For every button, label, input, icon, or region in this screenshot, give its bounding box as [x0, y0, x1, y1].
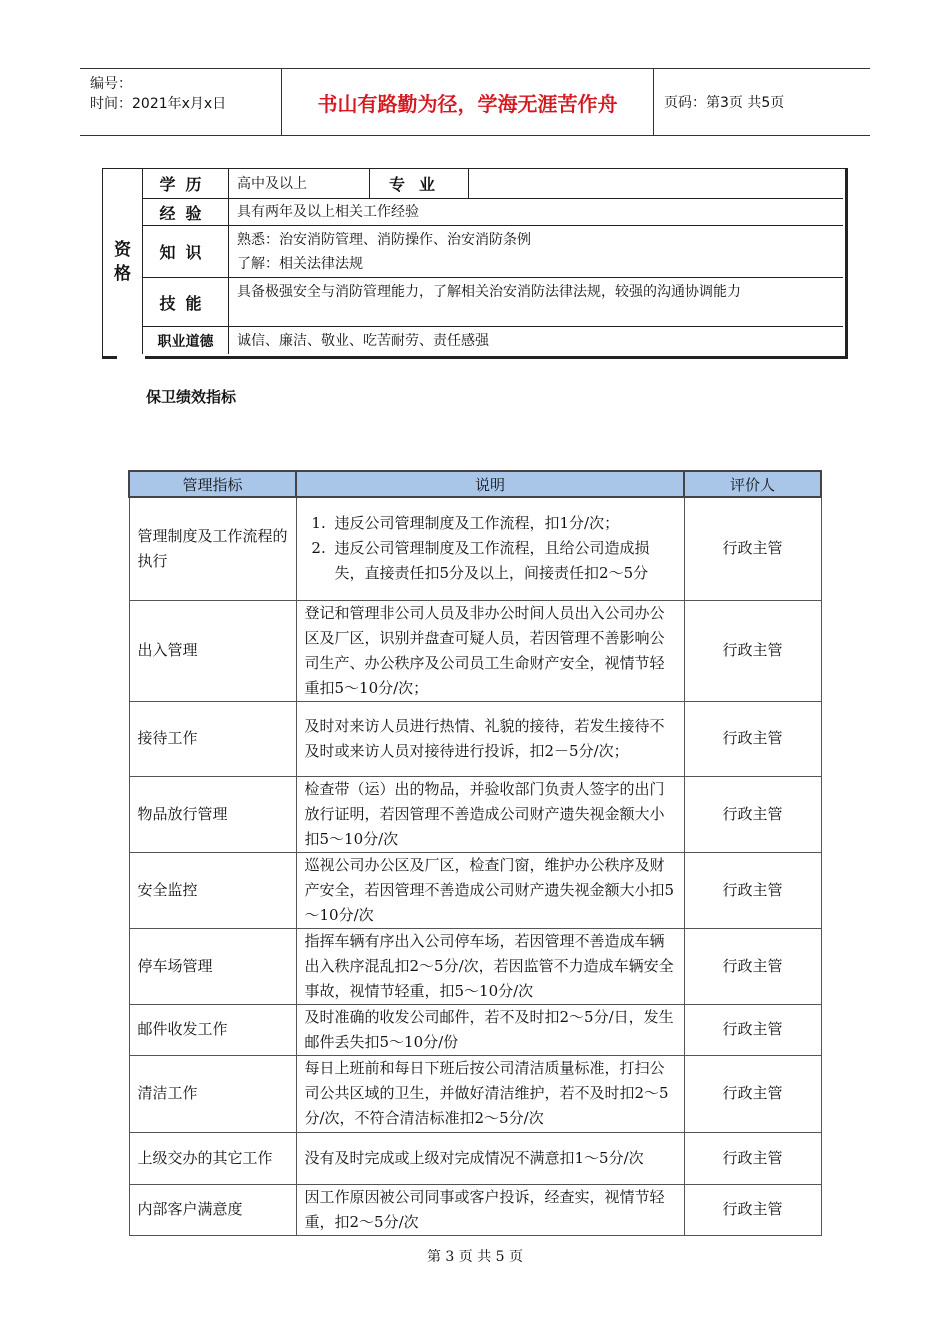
metric-description: 巡视公司办公区及厂区，检查门窗，维护办公秩序及财产安全，若因管理不善造成公司财产遗失视金额大小扣5～10分/次 [296, 852, 684, 928]
header-description: 说明 [296, 471, 684, 497]
metric-name: 出入管理 [129, 600, 296, 701]
evaluator: 行政主管 [684, 1132, 821, 1184]
metric-name: 物品放行管理 [129, 776, 296, 852]
page-number-label: 页码：第3页 共5页 [664, 95, 785, 111]
table-row [129, 497, 821, 600]
skills-label: 技能 [143, 278, 229, 326]
kpi-table [128, 470, 822, 1236]
experience-label: 经验 [143, 199, 229, 225]
metric-name: 清洁工作 [129, 1055, 296, 1132]
skills-row [143, 278, 843, 327]
evaluator: 行政主管 [684, 497, 821, 600]
metric-name: 停车场管理 [129, 928, 296, 1004]
knowledge-value [229, 226, 843, 277]
metric-description: 每日上班前和每日下班后按公司清洁质量标准，打扫公司公共区域的卫生，并做好清洁维护，若不及时扣2～5分/次，不符合清洁标准扣2～5分/次 [296, 1055, 684, 1132]
metric-description: 及时对来访人员进行热情、礼貌的接待，若发生接待不及时或来访人员对接待进行投诉，扣2－5分/次； [296, 701, 684, 776]
metric-name: 上级交办的其它工作 [129, 1132, 296, 1184]
motto: 书山有路勤为径，学海无涯苦作舟 [282, 69, 654, 135]
kpi-header-row [129, 471, 821, 497]
knowledge-understand: 了解：相关法律法规 [237, 256, 363, 272]
page-footer: 第 3 页 共 5 页 [426, 1249, 524, 1265]
evaluator: 行政主管 [684, 928, 821, 1004]
section-title: 保卫绩效指标 [146, 388, 237, 406]
education-value: 高中及以上 [237, 175, 307, 192]
ethics-label: 职业道德 [143, 327, 229, 354]
metric-description: 因工作原因被公司同事或客户投诉，经查实，视情节轻重，扣2～5分/次 [296, 1184, 684, 1235]
table-row [129, 1184, 821, 1235]
evaluator: 行政主管 [684, 776, 821, 852]
group-label-char-1: 资 [114, 239, 131, 260]
table-row [129, 701, 821, 776]
description-list [305, 511, 676, 586]
list-item: 1. 违反公司管理制度及工作流程，扣1分/次； [331, 511, 676, 536]
table-row [129, 776, 821, 852]
major-label: 专业 [369, 169, 469, 198]
knowledge-row [143, 226, 843, 278]
header-meta [80, 69, 282, 135]
metric-name: 邮件收发工作 [129, 1004, 296, 1055]
metric-name: 安全监控 [129, 852, 296, 928]
metric-name: 管理制度及工作流程的执行 [129, 497, 296, 600]
list-item: 2. 违反公司管理制度及工作流程，且给公司造成损失，直接责任扣5分及以上，间接责任扣2～5分 [331, 536, 676, 586]
ethics-row [143, 327, 843, 354]
metric-description: 指挥车辆有序出入公司停车场，若因管理不善造成车辆出入秩序混乱扣2～5分/次，若因监管不力造成车辆安全事故，视情节轻重，扣5～10分/次 [296, 928, 684, 1004]
table-row [129, 852, 821, 928]
table-row [129, 1055, 821, 1132]
experience-row [143, 199, 843, 226]
table-row [129, 928, 821, 1004]
table-row [129, 1132, 821, 1184]
evaluator: 行政主管 [684, 1184, 821, 1235]
metric-description: 及时准确的收发公司邮件，若不及时扣2～5分/日，发生邮件丢失扣5～10分/份 [296, 1004, 684, 1055]
knowledge-label: 知识 [143, 226, 229, 277]
metric-description: 登记和管理非公司人员及非办公时间人员出入公司办公区及厂区，识别并盘查可疑人员，若因管理不善影响公司生产、办公秩序及公司员工生命财产安全，视情节轻重扣5～10分/次； [296, 600, 684, 701]
table-row [129, 600, 821, 701]
metric-name: 接待工作 [129, 701, 296, 776]
metric-description: 检查带（运）出的物品，并验收部门负责人签字的出门放行证明，若因管理不善造成公司财产遗失视金额大小扣5～10分/次 [296, 776, 684, 852]
qualification-group-label [103, 169, 143, 354]
page-header [80, 68, 870, 136]
education-label: 学历 [143, 169, 229, 198]
group-label-char-2: 格 [114, 263, 131, 284]
evaluator: 行政主管 [684, 701, 821, 776]
knowledge-familiar: 熟悉：治安消防管理、消防操作、治安消防条例 [237, 232, 531, 248]
header-evaluator: 评价人 [684, 471, 821, 497]
skills-value: 具备极强安全与消防管理能力，了解相关治安消防法律法规，较强的沟通协调能力 [237, 284, 741, 300]
header-metric: 管理指标 [129, 471, 296, 497]
qualification-table [102, 168, 848, 359]
metric-name: 内部客户满意度 [129, 1184, 296, 1235]
evaluator: 行政主管 [684, 1055, 821, 1132]
ethics-value: 诚信、廉洁、敬业、吃苦耐劳、责任感强 [237, 332, 489, 349]
table-row [129, 1004, 821, 1055]
border-gap [117, 356, 145, 359]
metric-description: 没有及时完成或上级对完成情况不满意扣1～5分/次 [296, 1132, 684, 1184]
metric-description [296, 497, 684, 600]
evaluator: 行政主管 [684, 600, 821, 701]
time-label: 时间：2021年x月x日 [90, 96, 227, 112]
experience-value: 具有两年及以上相关工作经验 [237, 204, 419, 220]
code-label: 编号： [90, 76, 132, 92]
evaluator: 行政主管 [684, 852, 821, 928]
evaluator: 行政主管 [684, 1004, 821, 1055]
education-row [143, 169, 843, 199]
